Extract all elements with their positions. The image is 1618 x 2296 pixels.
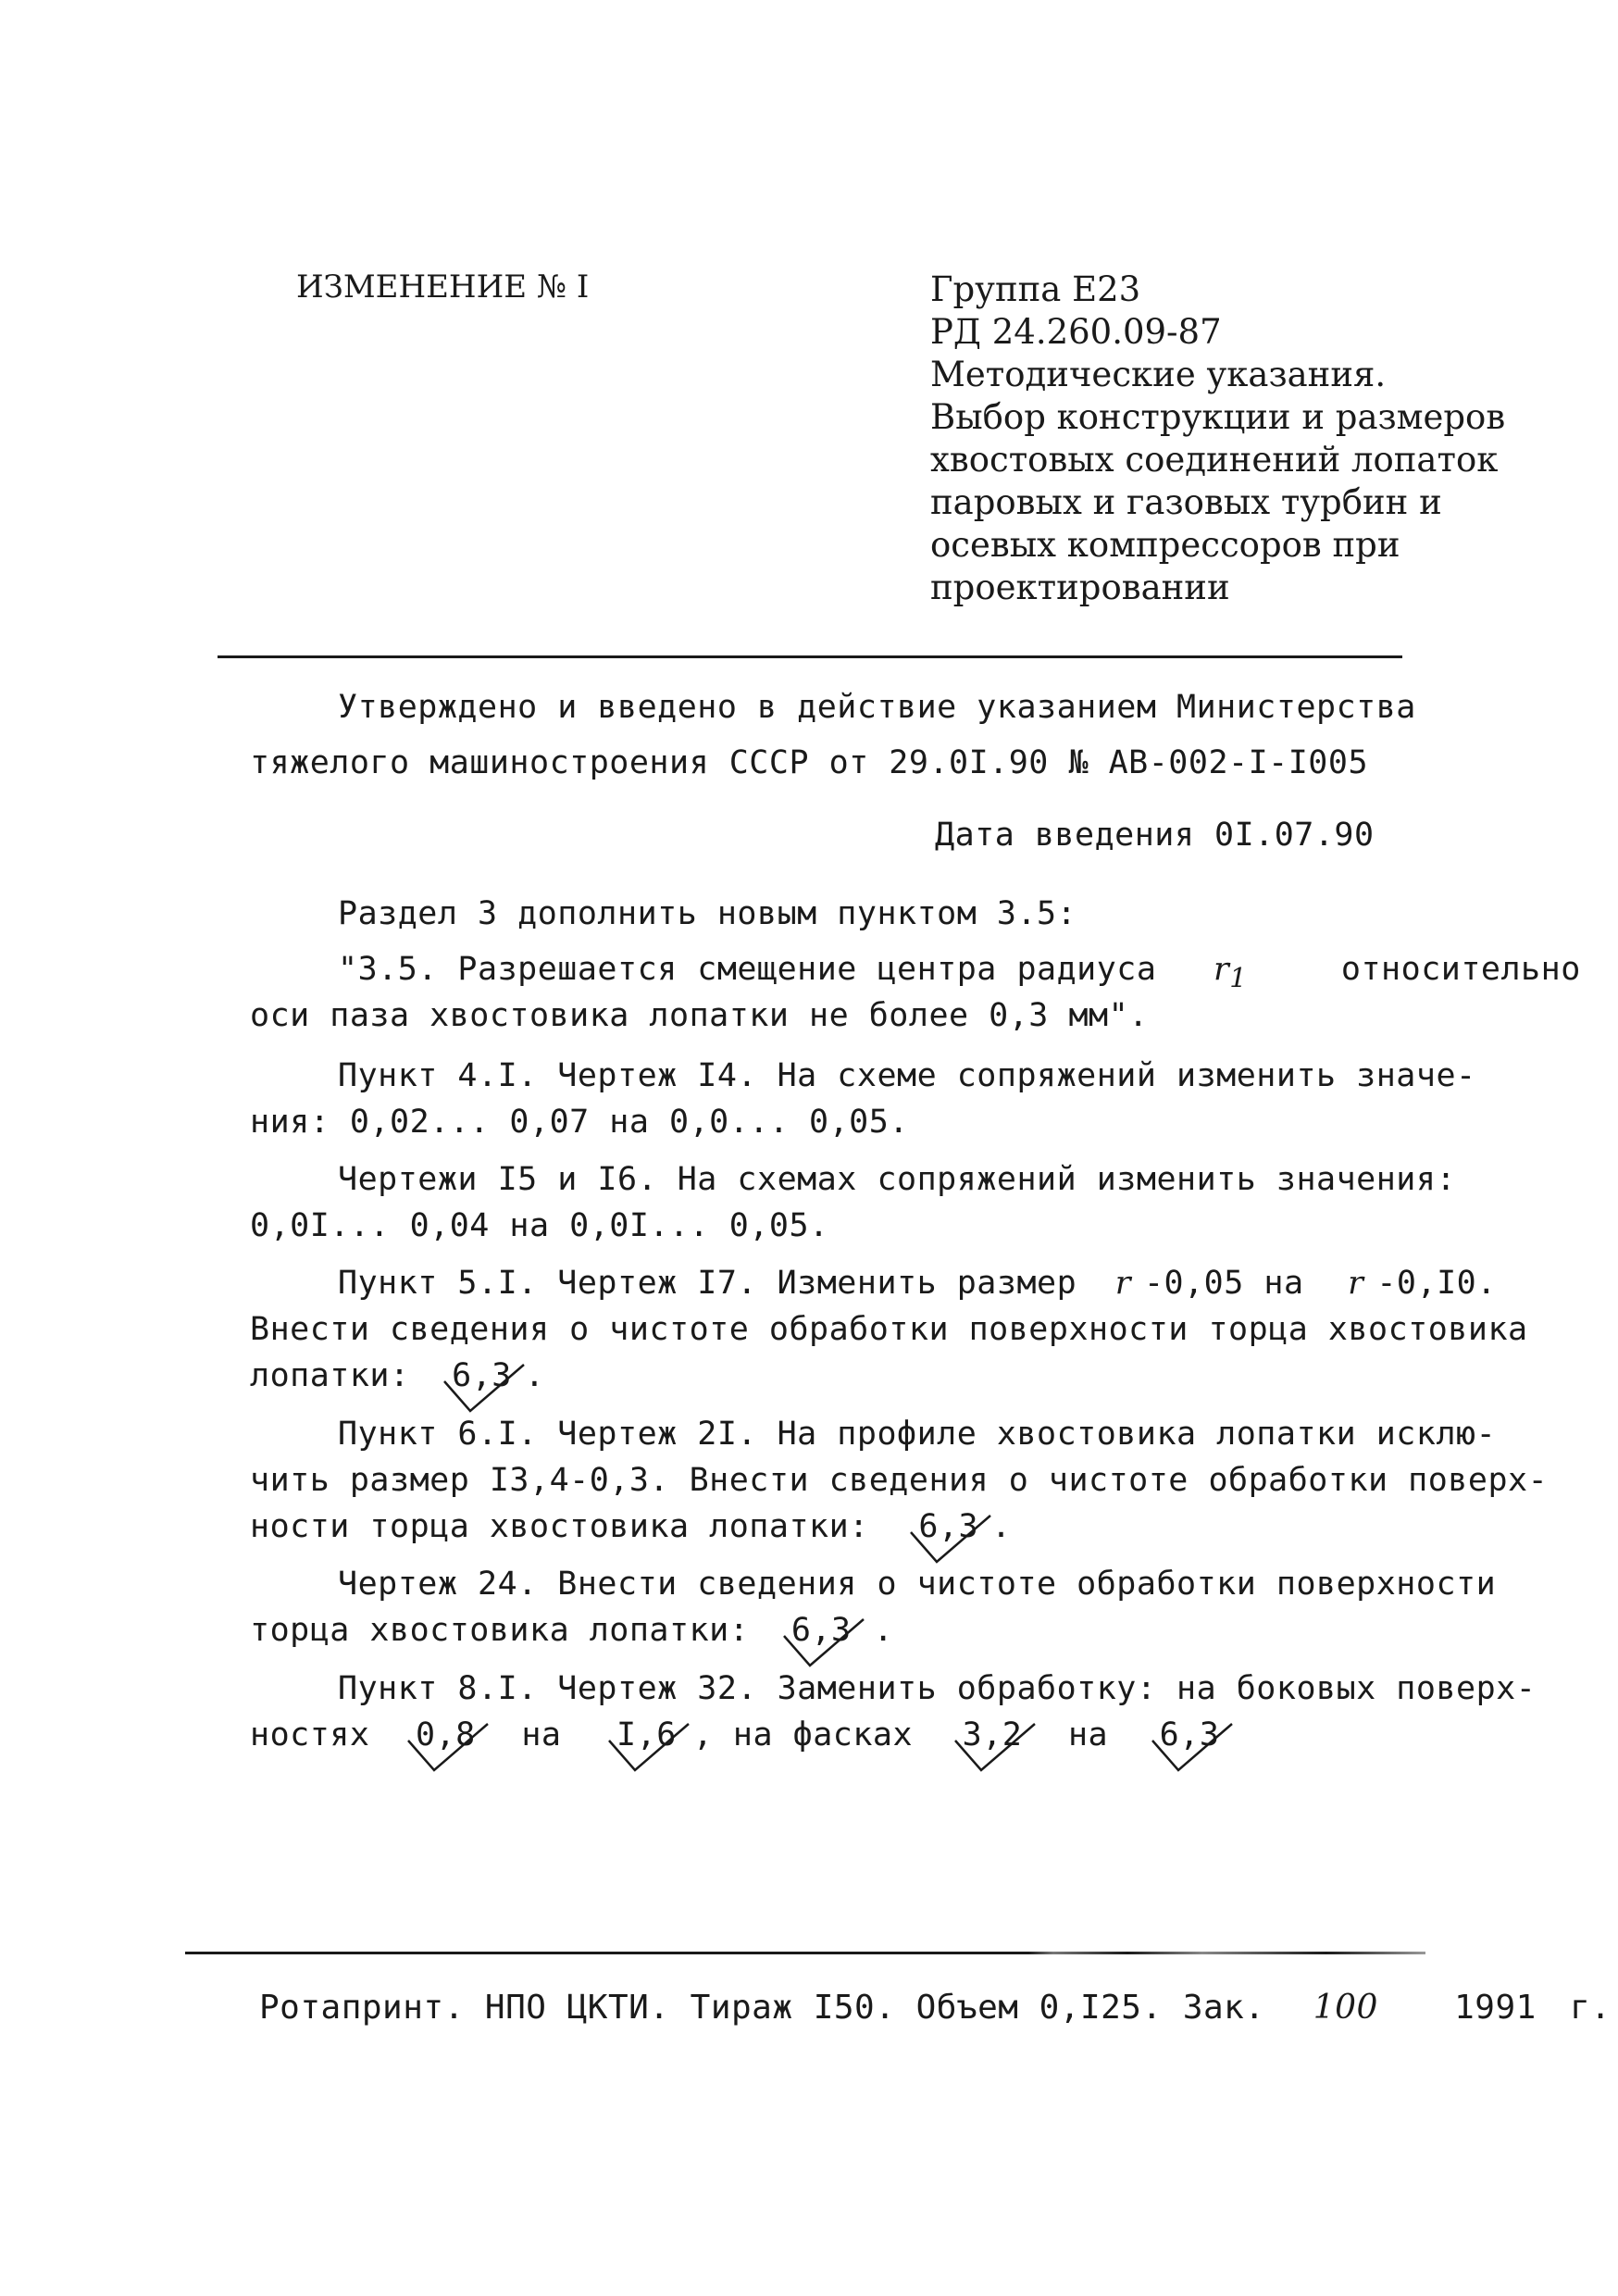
footer-divider: [185, 1952, 1425, 1954]
change-label: ИЗМЕНЕНИЕ № I: [296, 268, 590, 306]
effective-date: Дата введения 0I.07.90: [935, 817, 1375, 854]
para-8-1-word: , на фасках: [692, 1716, 914, 1753]
para-8-1-text: ностях: [250, 1716, 370, 1753]
para-8-1-line-2: [250, 1713, 1232, 1757]
para-6-1-line-1: Пункт 6.I. Чертеж 2I. На профиле хвостовика лопатки исклю-: [338, 1416, 1497, 1453]
para-5-1-line-2: Внести сведения о чистоте обработки поверхности торца хвостовика: [250, 1311, 1528, 1348]
roughness-value: I,6: [616, 1716, 677, 1753]
doc-number: РД 24.260.09-87: [930, 312, 1222, 352]
radius-symbol: r: [1348, 1265, 1364, 1302]
roughness-mark: [444, 1354, 525, 1398]
para-3-5-line-1: [338, 947, 1581, 1000]
title-line: Выбор конструкции и размеров: [930, 397, 1506, 437]
roughness-value: 0,8: [416, 1716, 476, 1753]
para-5-1-line-3: лопатки: 6,3 .: [250, 1354, 544, 1398]
roughness-check-icon: [609, 1713, 692, 1778]
roughness-mark: [609, 1713, 690, 1757]
radius-letter: r: [1214, 951, 1230, 988]
group-label: Группа Е23: [930, 269, 1141, 309]
para-24-text: торца хвостовика лопатки:: [250, 1612, 750, 1649]
roughness-value: 6,3: [790, 1612, 852, 1649]
roughness-check-icon: [911, 1504, 994, 1569]
roughness-value: 6,3: [918, 1508, 979, 1545]
para-3-5-text-end: относительно: [1340, 951, 1581, 988]
para-8-1-word: на: [1067, 1716, 1109, 1753]
para-24-line-2: торца хвостовика лопатки: 6,3 .: [250, 1608, 893, 1653]
roughness-check-icon: [408, 1713, 492, 1778]
approval-line-1: Утверждено и введено в действие указанием Министерства: [338, 689, 1416, 726]
title-line: Методические указания.: [930, 355, 1387, 394]
title-line: проектировании: [930, 568, 1230, 607]
title-line: паровых и газовых турбин и: [930, 482, 1442, 522]
roughness-mark: [784, 1608, 865, 1653]
dimension-value: -0,I0.: [1376, 1265, 1497, 1302]
roughness-mark: [1152, 1713, 1233, 1757]
roughness-value: 6,3: [452, 1357, 512, 1394]
para-24-line-1: Чертеж 24. Внести сведения о чистоте обработки поверхности: [338, 1566, 1497, 1603]
roughness-mark: [955, 1713, 1036, 1757]
title-line: осевых компрессоров при: [930, 525, 1400, 565]
footer-text: Ротапринт. НПО ЦКТИ. Тираж I50. Объем 0,I25. Зак.: [259, 1989, 1265, 2027]
order-number: 100: [1313, 1989, 1378, 2027]
footer-year: 1991: [1454, 1989, 1537, 2027]
roughness-value: 6,3: [1159, 1716, 1220, 1753]
radius-symbol: [1214, 951, 1248, 993]
para-5-1-text: Пункт 5.I. Чертеж I7. Изменить размер: [338, 1265, 1077, 1302]
radius-subscript: 1: [1229, 962, 1248, 993]
para-6-1-line-3: ности торца хвостовика лопатки: 6,3 .: [250, 1504, 1012, 1549]
approval-line-2: тяжелого машиностроения СССР от 29.0I.90 № АВ-002-I-I005: [250, 744, 1369, 781]
para-3-5-line-2: оси паза хвостовика лопатки не более 0,3 мм".: [250, 997, 1149, 1034]
roughness-check-icon: [955, 1713, 1039, 1778]
title-line: хвостовых соединений лопаток: [930, 440, 1499, 480]
para-6-1-text: ности торца хвостовика лопатки:: [250, 1508, 869, 1545]
header-divider: [218, 655, 1402, 658]
roughness-check-icon: [1152, 1713, 1236, 1778]
roughness-mark: [408, 1713, 489, 1757]
header-block: [930, 268, 1505, 609]
para-4-1-line-1: Пункт 4.I. Чертеж I4. На схеме сопряжений изменить значе-: [338, 1057, 1476, 1094]
para-drawings-line-2: 0,0I... 0,04 на 0,0I... 0,05.: [250, 1207, 829, 1244]
para-5-1-line-1: [338, 1261, 1497, 1305]
para-4-1-line-2: ния: 0,02... 0,07 на 0,0... 0,05.: [250, 1104, 909, 1141]
footer-imprint: [259, 1986, 1611, 2030]
roughness-value: 3,2: [962, 1716, 1023, 1753]
para-3-5-text: "3.5. Разрешается смещение центра радиуса: [338, 951, 1157, 988]
roughness-check-icon: [784, 1608, 867, 1673]
para-section-3: Раздел 3 дополнить новым пунктом 3.5:: [338, 895, 1077, 932]
dimension-value: -0,05 на: [1143, 1265, 1304, 1302]
para-drawings-line-1: Чертежи I5 и I6. На схемах сопряжений изменить значения:: [338, 1161, 1457, 1198]
para-8-1-word: на: [521, 1716, 562, 1753]
para-6-1-line-2: чить размер I3,4-0,3. Внести сведения о чистоте обработки поверх-: [250, 1462, 1549, 1499]
radius-symbol: r: [1114, 1265, 1131, 1302]
footer-year-suffix: г.: [1570, 1989, 1612, 2027]
para-5-1-text: лопатки:: [250, 1357, 410, 1394]
para-8-1-line-1: Пункт 8.I. Чертеж 32. Заменить обработку: на боковых поверх-: [338, 1670, 1537, 1707]
roughness-check-icon: [444, 1354, 528, 1418]
roughness-mark: [911, 1504, 991, 1549]
